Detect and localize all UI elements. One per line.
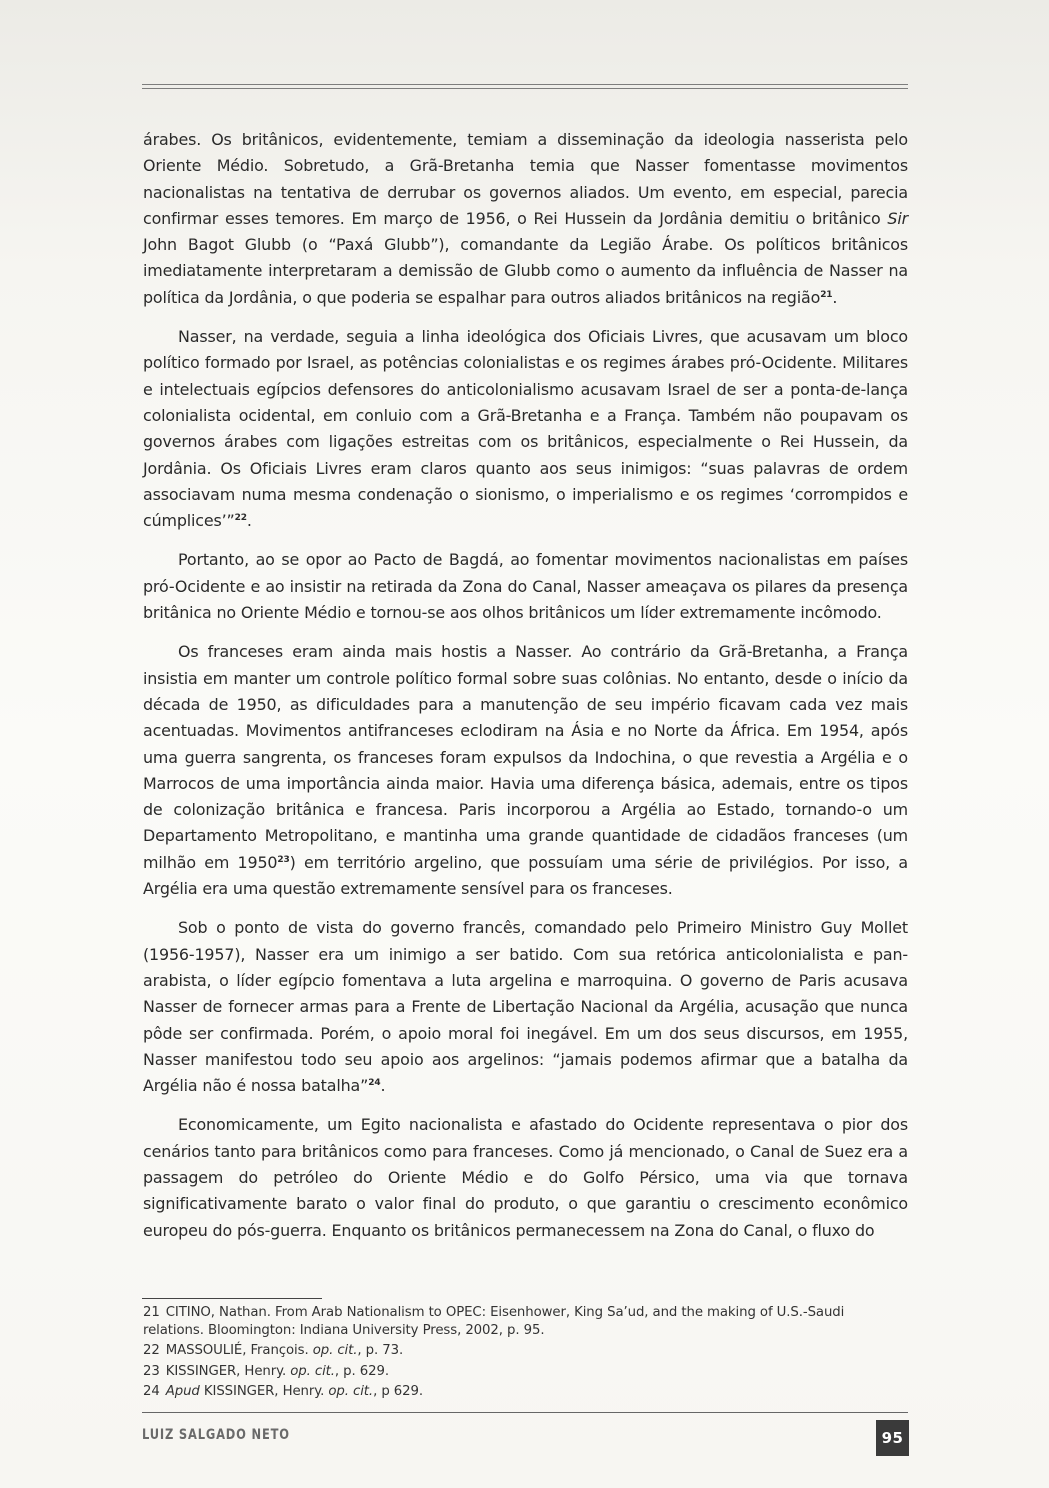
footer-author: LUIZ SALGADO NETO <box>142 1427 290 1443</box>
text-run: . <box>380 1076 386 1096</box>
footnote-number: 22 <box>143 1343 160 1358</box>
text-run: MASSOULIÉ, François. <box>165 1343 313 1358</box>
text-run: árabes. Os britânicos, evidentemente, temiam a disseminação da ideologia nasserista pelo Oriente Médio. Sobretudo, a Grã-Bretanha temia que Nasser fomentasse movimentos nacionalistas na tentativa de derrubar os governos aliados. Um evento, em especial, parecia confirmar esses temores. Em março de 1956, o Rei Hussein da Jordânia demitiu o britânico <box>143 130 908 228</box>
footnote-separator <box>142 1298 322 1299</box>
text-run: Nasser, na verdade, seguia a linha ideológica dos Oficiais Livres, que acusavam um bloco político formado por Israel, as potências colonialistas e os regimes árabes pró-Ocidente. Militares e intelectuais egípcios defensores do anticolonialismo acusavam Israel de ser a ponta-de-lança colonialista ocidental, em conluio com a Grã-Bretanha e a França. Também não poupavam os governos árabes com ligações estreitas com os britânicos, especialmente o Rei Hussein, da Jordânia. Os Oficiais Livres eram claros quanto aos seus inimigos: “suas palavras de ordem associavam numa mesma condenação o sionismo, o imperialismo e os regimes ‘corrompidos e cúmplices’” <box>143 327 908 531</box>
text-run: , p 629. <box>373 1384 423 1399</box>
text-run: Os franceses eram ainda mais hostis a Nasser. Ao contrário da Grã-Bretanha, a França insistia em manter um controle político formal sobre suas colônias. No entanto, desde o início da década de 1950, as dificuldades para a manutenção de seu império ficavam cada vez mais acentuadas. Movimentos antifranceses eclodiram na Ásia e no Norte da África. Em 1954, após uma guerra sangrenta, os franceses foram expulsos da Indochina, o que revestia a Argélia e o Marrocos de uma importância ainda maior. Havia uma diferença básica, ademais, entre os tipos de colonização britânica e francesa. Paris incorporou a Argélia ao Estado, tornando-o um Departamento Metropolitano, e mantinha uma grande quantidade de cidadãos franceses (um milhão em 1950 <box>143 642 908 872</box>
paragraph <box>143 324 908 534</box>
footnote-ref: 24 <box>368 1078 381 1089</box>
text-run: Economicamente, um Egito nacionalista e afastado do Ocidente representava o pior dos cenários tanto para britânicos como para franceses. Como já mencionado, o Canal de Suez era a passagem do petróleo do Oriente Médio e do Golfo Pérsico, uma via que tornava significativamente barato o valor final do produto, o que garantiu o crescimento econômico europeu do pós-guerra. Enquanto os britânicos permanecessem na Zona do Canal, o fluxo do <box>143 1115 908 1240</box>
text-run: Portanto, ao se opor ao Pacto de Bagdá, ao fomentar movimentos nacionalistas em países pró-Ocidente e ao insistir na retirada da Zona do Canal, Nasser ameaçava os pilares da presença britânica no Oriente Médio e tornou-se aos olhos britânicos um líder extremamente incômodo. <box>143 550 908 623</box>
text-run: KISSINGER, Henry. <box>199 1384 329 1399</box>
header-double-rule <box>142 84 908 91</box>
footnote <box>143 1363 908 1381</box>
main-text <box>143 127 908 1257</box>
italic-text: op. cit. <box>312 1343 358 1358</box>
footnote-number: 23 <box>143 1363 160 1379</box>
text-run: . <box>832 287 838 307</box>
italic-text: op. cit. <box>328 1384 374 1399</box>
footnote-ref: 23 <box>277 854 290 865</box>
text-run: . <box>246 511 252 531</box>
paragraph <box>143 915 908 1099</box>
text-run: KISSINGER, Henry. <box>165 1363 291 1379</box>
italic-text: Sir <box>887 208 908 228</box>
page-number: 95 <box>876 1420 909 1456</box>
footnotes <box>143 1304 908 1404</box>
footnote-ref: 22 <box>234 513 247 524</box>
text-run: ) em território argelino, que possuíam uma série de privilégios. Por isso, a Argélia era uma questão extremamente sensível para os franceses. <box>143 852 908 899</box>
text-run: Sob o ponto de vista do governo francês, comandado pelo Primeiro Ministro Guy Mollet (1956-1957), Nasser era um inimigo a ser batido. Com sua retórica anticolonialista e pan-arabista, o líder egípcio fomentava a luta argelina e marroquina. O governo de Paris acusava Nasser de fornecer armas para a Frente de Libertação Nacional da Argélia, acusação que nunca pôde ser confirmada. Porém, o apoio moral foi inegável. Em um dos seus discursos, em 1955, Nasser manifestou todo seu apoio aos argelinos: “jamais podemos afirmar que a batalha da Argélia não é nossa batalha” <box>143 918 908 1096</box>
text-run: , p. 629. <box>334 1363 389 1379</box>
footnote <box>143 1342 908 1360</box>
paragraph <box>143 639 908 902</box>
footnote <box>143 1383 908 1401</box>
paragraph <box>143 547 908 626</box>
footnote <box>143 1304 908 1339</box>
footnote-number: 21 <box>143 1305 160 1320</box>
italic-text: Apud <box>165 1384 200 1399</box>
text-run: CITINO, Nathan. From Arab Nationalism to OPEC: Eisenhower, King Sa’ud, and the making of U.S.-Saudi relations. Bloomington: Indiana University Press, 2002, p. 95. <box>143 1305 845 1338</box>
footer-rule <box>142 1412 908 1413</box>
paragraph <box>143 127 908 311</box>
italic-text: op. cit. <box>290 1363 335 1379</box>
text-run: John Bagot Glubb (o “Paxá Glubb”), comandante da Legião Árabe. Os políticos britânicos imediatamente interpretaram a demissão de Glubb como o aumento da influência de Nasser na política da Jordânia, o que poderia se espalhar para outros aliados britânicos na região <box>143 235 908 307</box>
text-run: , p. 73. <box>357 1343 404 1358</box>
footnote-number: 24 <box>143 1384 160 1399</box>
paragraph <box>143 1112 908 1243</box>
footnote-ref: 21 <box>820 289 833 300</box>
